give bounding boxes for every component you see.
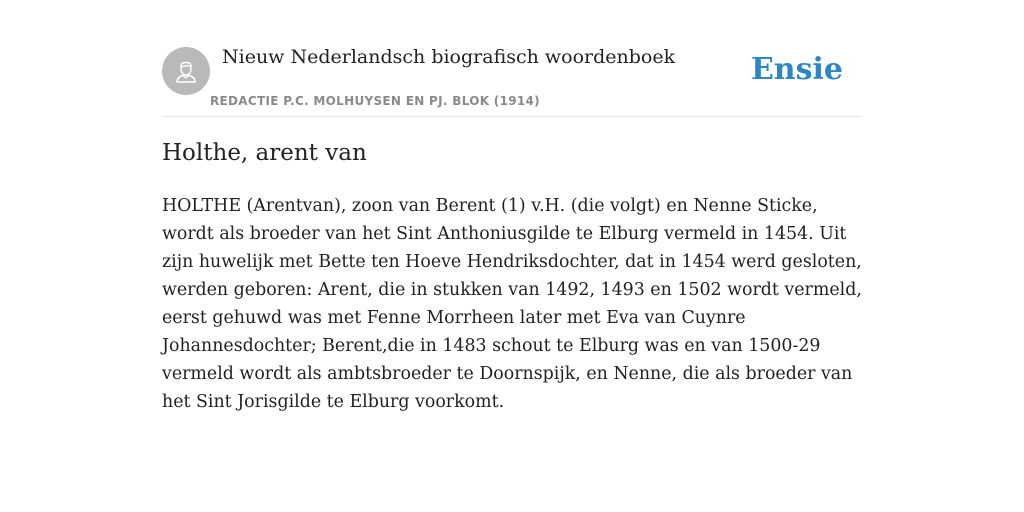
article-body: HOLTHE (Arentvan), zoon van Berent (1) v.H. (die volgt) en Nenne Sticke, wordt als broeder van het Sint Anthoniusgilde te Elburg vermeld in 1454. Uit zijn huwelijk met Bette ten Hoeve Hendriksdochter, dat in 1454 werd gesloten, werden geboren: Arent, die in stukken van 1492, 1493 en 1502 wordt vermeld, eerst gehuwd was met Fenne Morrheen later met Eva van Cuynre Johannesdochter; Berent,die in 1483 schout te Elburg was en van 1500-29 vermeld wordt als ambtsbroeder te Doornspijk, en Nenne, die als broeder van het Sint Jorisgilde te Elburg voorkomt. xyxy=(162,196,862,412)
brand-logo[interactable]: Ensie xyxy=(750,52,843,87)
page-header xyxy=(162,0,862,117)
avatar[interactable] xyxy=(162,47,210,95)
article-page xyxy=(162,0,862,412)
user-icon xyxy=(171,56,201,86)
source-subtitle: REDACTIE P.C. MOLHUYSEN EN PJ. BLOK (1914) xyxy=(210,94,540,108)
article-title: Holthe, arent van xyxy=(162,140,367,166)
source-title[interactable]: Nieuw Nederlandsch biografisch woordenboek xyxy=(222,46,676,68)
